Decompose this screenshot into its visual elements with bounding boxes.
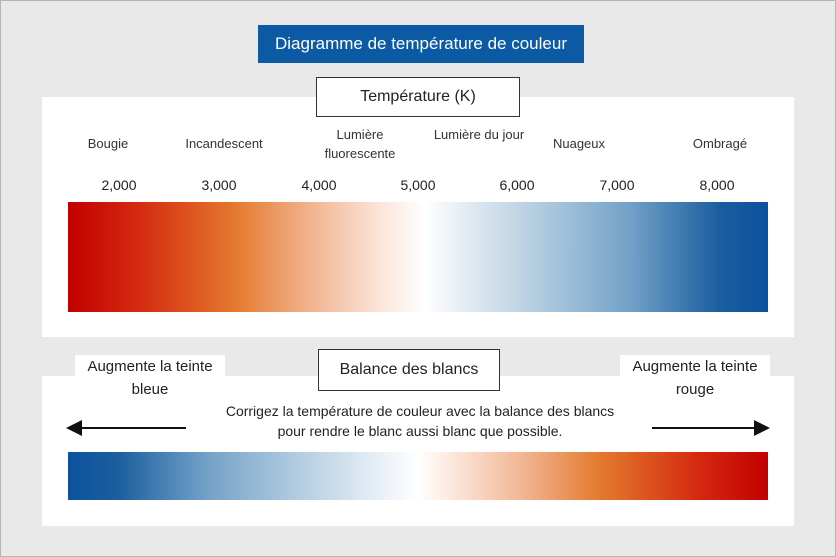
red-tint-note bbox=[620, 355, 770, 407]
white-balance-gradient-bar bbox=[68, 452, 768, 500]
source-label-cloudy: Nuageux bbox=[552, 136, 606, 151]
diagram-title-text: Diagramme de température de couleur bbox=[275, 34, 567, 53]
white-balance-label: Balance des blancs bbox=[339, 361, 479, 378]
temperature-label: Température (K) bbox=[360, 88, 476, 105]
diagram-title bbox=[258, 25, 584, 63]
blue-tint-note-text: Augmente la teinte bleue bbox=[87, 358, 213, 398]
temperature-value: 5,000 bbox=[400, 177, 436, 193]
arrow-left-icon bbox=[66, 418, 188, 438]
temperature-value: 4,000 bbox=[301, 177, 337, 193]
temperature-value: 7,000 bbox=[599, 177, 635, 193]
source-label-candle: Bougie bbox=[87, 136, 129, 151]
temperature-gradient-bar bbox=[68, 202, 768, 312]
red-tint-note-text: Augmente la teinte rouge bbox=[632, 358, 758, 398]
temperature-label-box bbox=[316, 77, 520, 117]
temperature-value: 8,000 bbox=[699, 177, 735, 193]
temperature-value: 6,000 bbox=[499, 177, 535, 193]
source-label-fluorescent: Lumière fluorescente bbox=[324, 127, 396, 161]
source-label-shade: Ombragé bbox=[692, 136, 748, 151]
white-balance-label-box bbox=[318, 349, 500, 391]
temperature-value: 2,000 bbox=[101, 177, 137, 193]
blue-tint-note bbox=[75, 355, 225, 407]
source-label-daylight: Lumière du jour bbox=[433, 127, 525, 142]
source-label-incandescent: Incandescent bbox=[185, 136, 263, 151]
arrow-right-icon bbox=[650, 418, 772, 438]
temperature-value: 3,000 bbox=[201, 177, 237, 193]
white-balance-description: Corrigez la température de couleur avec la balance des blancs pour rendre le blanc aussi blanc que possible. bbox=[225, 403, 615, 439]
